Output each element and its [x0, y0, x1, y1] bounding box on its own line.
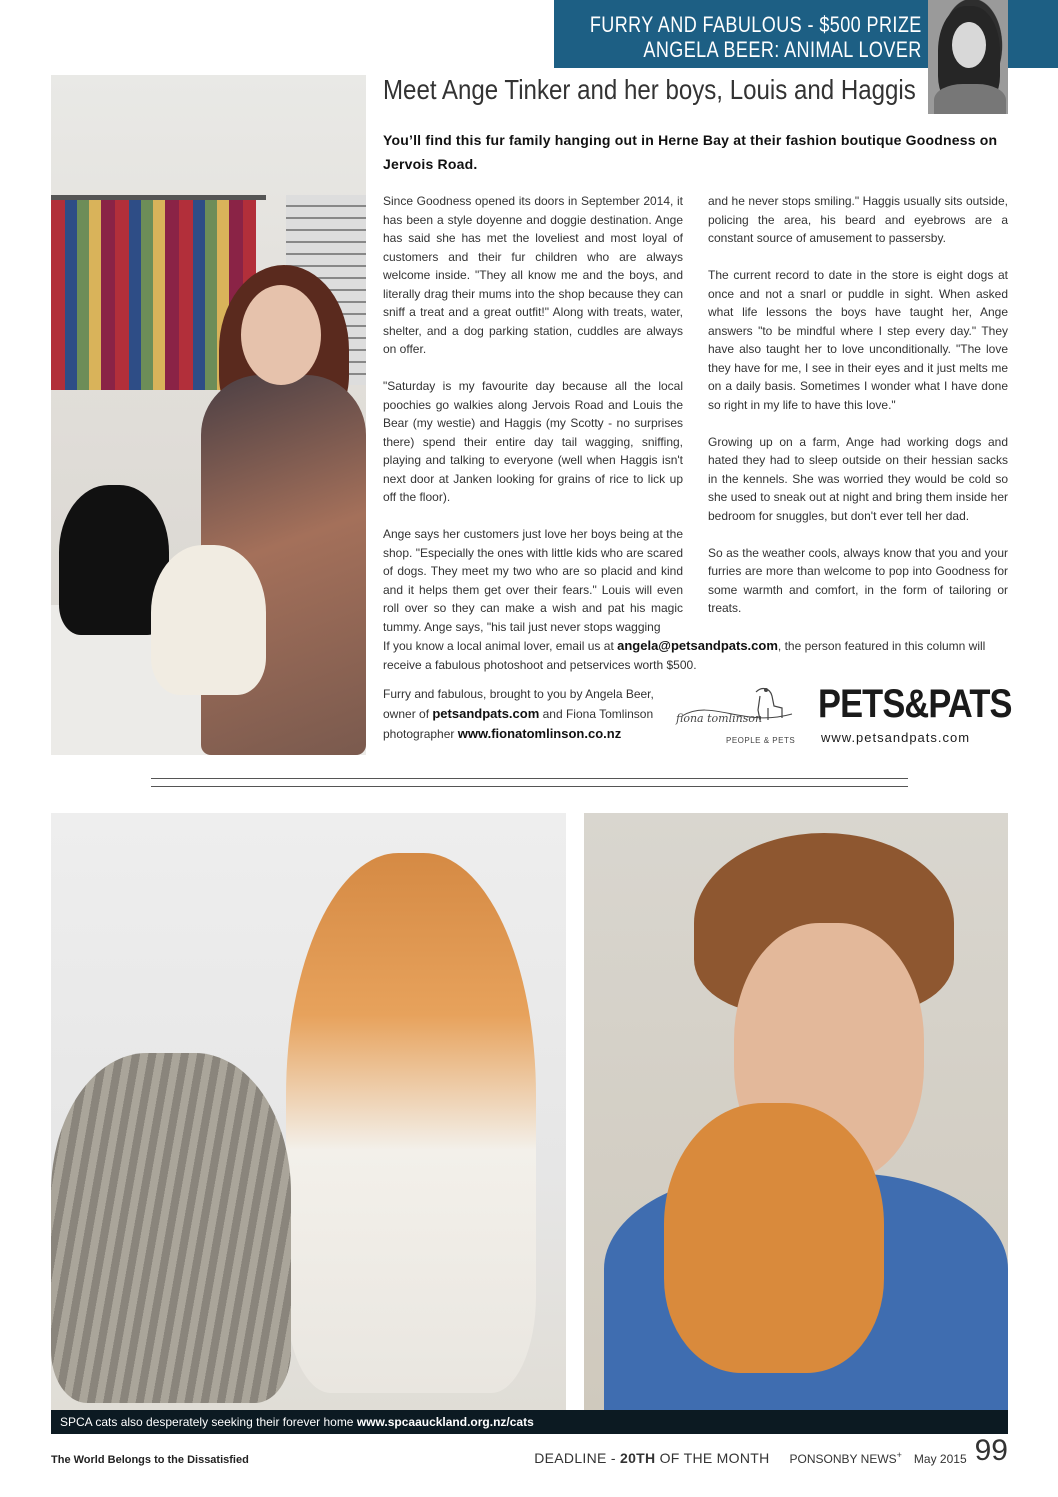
article-column-right	[708, 192, 1008, 636]
ange-with-dogs-photo	[51, 75, 366, 755]
dog-sketch-icon	[672, 678, 807, 738]
paragraph: Since Goodness opened its doors in September 2014, it has been a style doyenne and doggie destination. Ange has said she has met the loveliest and most loyal of customers and their fur children who are always welcome inside. "They all know me and the boys, and literally drag their mums into the shop because they can sniff a treat and a great outfit!" Along with treats, water, shelter, and a dog parking station, cuddles are always on offer.	[383, 194, 683, 356]
banner-line-1: FURRY AND FABULOUS - $500 PRIZE	[590, 12, 922, 37]
woman-with-kitten-photo	[584, 813, 1008, 1410]
contact-email-link[interactable]: angela@petsandpats.com	[617, 638, 778, 653]
paragraph: and he never stops smiling." Haggis usually sits outside, policing the area, his beard and eyebrows are a constant source of amusement to passersby.	[708, 194, 1008, 245]
article-headline: Meet Ange Tinker and her boys, Louis and Haggis	[383, 74, 916, 105]
article-column-left	[383, 192, 683, 655]
publication-name: PONSONBY NEWS+	[789, 1450, 902, 1466]
deadline-notice: DEADLINE - 20TH OF THE MONTH	[534, 1450, 770, 1466]
issue-date: May 2015	[913, 1452, 967, 1466]
pets-logo-url: www.petsandpats.com	[821, 730, 971, 745]
paragraph: Ange says her customers just love her boys being at the shop. "Especially the ones with little kids who are scared of dogs. They meet my two who are so placid and kind and it helps them get over their fears." Louis will even roll over so they can make a wish and pat his magic tummy. Ange says, "his tail just never stops wagging	[383, 527, 683, 634]
banner-line-2: ANGELA BEER: ANIMAL LOVER	[643, 37, 922, 62]
divider-bottom	[151, 786, 908, 787]
call-to-action: If you know a local animal lover, email us at angela@petsandpats.com, the person featured in this column will receive a fabulous photoshoot and petservices worth $500.	[383, 638, 986, 672]
pets-logo-wordmark: PETS&PATS	[818, 682, 1012, 726]
pets-and-pats-logo	[818, 682, 1012, 748]
paragraph: The current record to date in the store is eight dogs at once and not a snarl or puddle in sight. When asked what life lessons the boys have taught her, Ange answers "to be mindful where I step every day." They have also taught her to love unconditionally. "The love they have for me, I see in their eyes and it just melts me on a daily basis. Sometimes I wonder what I have done so right in my life to have this love."	[708, 268, 1008, 412]
spca-cats-photo	[51, 813, 566, 1410]
paragraph: "Saturday is my favourite day because all the local poochies go walkies along Jervois Road and Louis the Bear (my westie) and Haggis (my Scotty - no surprises there) spend their entire day tail wagging, sniffing, playing and talking to everyone (well when Haggis isn't next door at Janken looking for grains of rice to lick up off the floor).	[383, 379, 683, 504]
footer-tagline: The World Belongs to the Dissatisfied	[51, 1454, 249, 1466]
page-number: 99	[974, 1434, 1008, 1467]
photo-caption: SPCA cats also desperately seeking their forever home www.spcaauckland.org.nz/cats	[51, 1410, 1008, 1434]
paragraph: Growing up on a farm, Ange had working dogs and hated they had to sleep outside on their hessian sacks in the kennels. She was worried they would be cold so she used to sneak out at night and bring them inside her bedroom for snuggles, but don't ever tell her dad.	[708, 434, 1008, 523]
divider-top	[151, 778, 908, 779]
banner-title	[590, 12, 922, 62]
fiona-tomlinson-logo	[672, 678, 807, 748]
petsandpats-link[interactable]: petsandpats.com	[432, 706, 540, 721]
author-portrait-photo	[928, 0, 1008, 114]
footer-info	[534, 1436, 1008, 1466]
spca-link[interactable]: www.spcaauckland.org.nz/cats	[356, 1415, 534, 1429]
paragraph: So as the weather cools, always know that you and your furries are more than welcome to pop into Goodness for some warmth and comfort, in the form of tailoring or treats.	[708, 545, 1008, 615]
fiona-logo-script: fiona tomlinson	[676, 712, 763, 725]
column-credit: Furry and fabulous, brought to you by Angela Beer, owner of petsandpats.com and Fiona Tomlinson photographer www.fionatomlinson.co.nz	[383, 687, 654, 741]
article-intro: You’ll find this fur family hanging out in Herne Bay at their fashion boutique Goodness on Jervois Road.	[383, 132, 998, 172]
fiona-logo-subtitle: PEOPLE & PETS	[726, 736, 796, 745]
fionatomlinson-link[interactable]: www.fionatomlinson.co.nz	[457, 726, 622, 741]
